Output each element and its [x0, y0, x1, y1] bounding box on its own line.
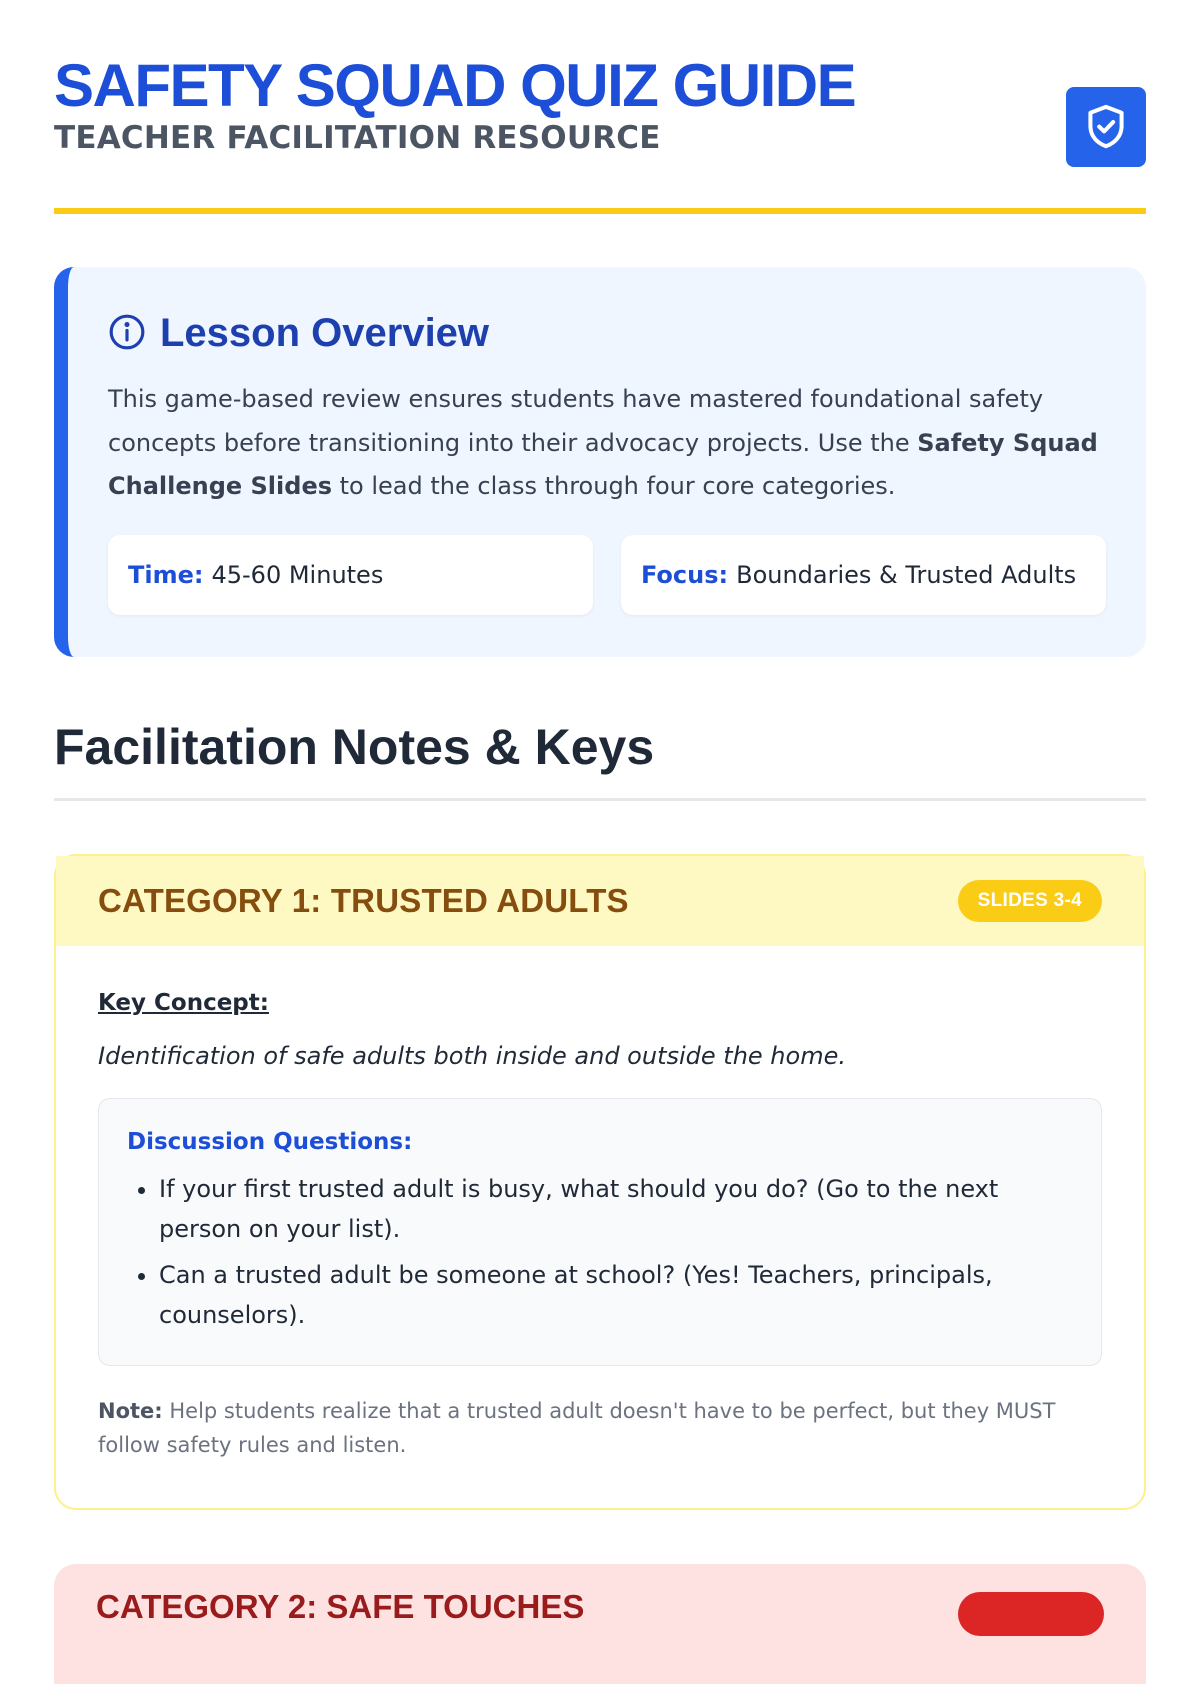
slides-reference: Safety Squad Challenge Slides: [108, 428, 1098, 500]
focus-card: [621, 535, 1106, 615]
key-concept-label: Key Concept:: [98, 990, 269, 1016]
focus-label: Focus:: [641, 560, 729, 589]
category-2-slides-badge: [958, 1592, 1104, 1636]
category-1-header: [56, 856, 1144, 946]
overview-text-2: to lead the class through four core categories.: [332, 472, 896, 500]
discussion-questions-box: [98, 1098, 1102, 1366]
category-1-title: CATEGORY 1: TRUSTED ADULTS: [98, 882, 629, 919]
overview-description: [108, 378, 1106, 509]
note-text: Help students realize that a trusted adult doesn't have to be perfect, but they MUST follow safety rules and listen.: [98, 1399, 1056, 1457]
document-title: SAFETY SQUAD QUIZ GUIDE: [54, 52, 856, 119]
slides-badge: SLIDES 3-4: [958, 880, 1102, 922]
category-2-title: CATEGORY 2: SAFE TOUCHES: [96, 1588, 585, 1625]
category-1-card: [54, 854, 1146, 1510]
info-circle-icon: [108, 313, 146, 355]
time-value: 45-60 Minutes: [211, 560, 384, 589]
lesson-overview-panel: [54, 267, 1146, 657]
focus-value: Boundaries & Trusted Adults: [736, 560, 1077, 589]
category-1-body: [56, 946, 1144, 1462]
list-item: • Can a trusted adult be someone at school? (Yes! Teachers, principals, counselors).: [159, 1255, 1073, 1335]
document-header: [54, 0, 1146, 158]
discussion-questions-list: [127, 1169, 1073, 1335]
time-label: Time:: [128, 560, 204, 589]
document-subtitle: TEACHER FACILITATION RESOURCE: [54, 120, 661, 156]
overview-meta-row: [108, 535, 1106, 615]
overview-heading: [108, 311, 1106, 356]
facilitator-note: [98, 1394, 1102, 1462]
list-item: • If your first trusted adult is busy, what should you do? (Go to the next person on your list).: [159, 1169, 1073, 1249]
time-card: [108, 535, 593, 615]
key-concept-text: Identification of safe adults both inside and outside the home.: [98, 1042, 846, 1070]
discussion-questions-title: Discussion Questions:: [127, 1129, 413, 1155]
header-divider: [54, 208, 1146, 214]
section-divider: [54, 798, 1146, 801]
overview-title: Lesson Overview: [160, 311, 490, 355]
overview-text-1: This game-based review ensures students have mastered foundational safety concepts before transitioning into their advocacy projects. Use the: [108, 385, 1044, 457]
shield-check-icon: [1066, 87, 1146, 167]
section-title: Facilitation Notes & Keys: [54, 719, 655, 775]
note-label: Note:: [98, 1399, 163, 1423]
category-2-card: [54, 1564, 1146, 1684]
